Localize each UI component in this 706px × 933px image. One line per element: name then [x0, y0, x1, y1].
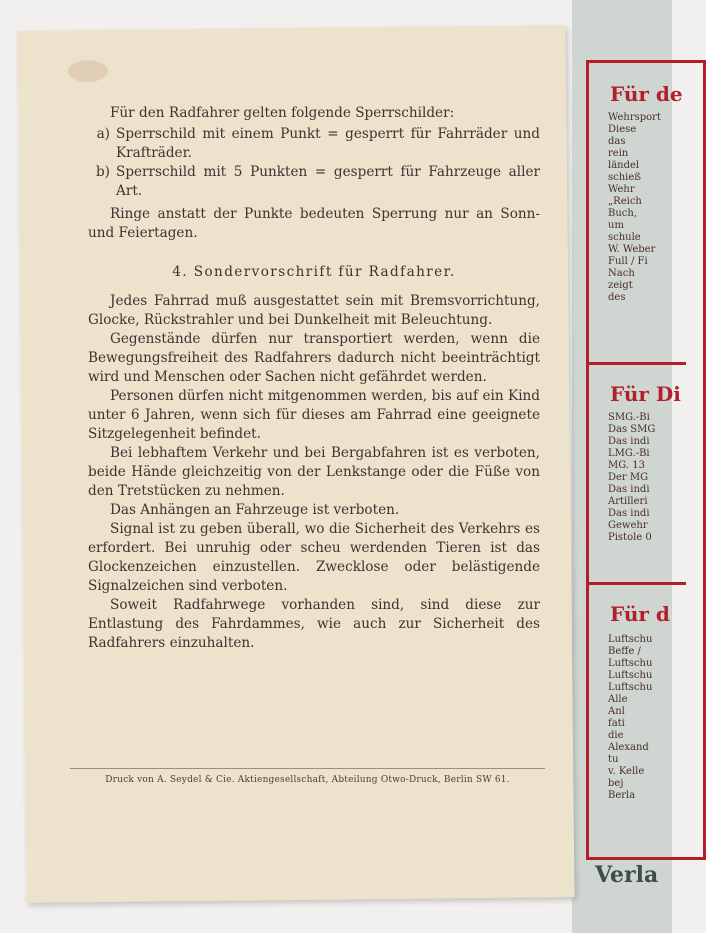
list-item — [88, 125, 540, 163]
right-section-line: Anl — [608, 706, 625, 717]
paragraph: Gegenstände dürfen nur transportiert werden, wenn die Bewegungsfreiheit des Radfahrers dadurch nicht beeinträchtigt wird und Menschen oder Sachen nicht gefährdet werden. — [88, 331, 540, 385]
right-section-line: ländel — [608, 160, 640, 171]
list-label: a) — [96, 126, 110, 142]
right-section-line: Luftschu — [608, 634, 653, 645]
right-section-title: Für Di — [610, 382, 681, 406]
right-section-line: Nach — [608, 268, 635, 279]
section-heading: 4. Sondervorschrift für Radfahrer. — [172, 264, 456, 280]
right-section-line: v. Kelle — [608, 766, 645, 777]
paragraph: Signal ist zu geben überall, wo die Sicherheit des Verkehrs es erfordert. Bei unruhig oder scheu werdenden Tieren ist das Glockenzeichen einzustellen. Zwecklose oder belästigende Signalzeichen sind verboten. — [88, 521, 540, 594]
right-section-line: Wehrsport — [608, 112, 661, 123]
right-section-lines — [608, 412, 672, 544]
right-section-line: Luftschu — [608, 682, 653, 693]
right-section-line: Der MG — [608, 472, 649, 483]
right-section-line: LMG.-Bi — [608, 448, 650, 459]
right-section-line: Buch, — [608, 208, 638, 219]
right-section-line: Das SMG — [608, 424, 656, 435]
right-section-line: die — [608, 730, 624, 741]
right-section-line: zeigt — [608, 280, 633, 291]
paragraph: Soweit Radfahrwege vorhanden sind, sind diese zur Entlastung des Fahrdammes, wie auch zur Sicherheit des Radfahrers einzuhalten. — [88, 597, 540, 651]
section-divider — [586, 582, 686, 585]
list-text: Sperrschild mit einem Punkt = gesperrt für Fahrräder und Krafträder. — [116, 126, 540, 161]
right-section-line: um — [608, 220, 624, 231]
right-section-line: Wehr — [608, 184, 635, 195]
right-section-line: bej — [608, 778, 624, 789]
right-section-line: Full / Fi — [608, 256, 648, 267]
right-section-line: Berla — [608, 790, 636, 801]
right-section-lines — [608, 634, 672, 802]
right-section-line: Das indi — [608, 436, 650, 447]
right-section-line: tu — [608, 754, 619, 765]
right-section-line: fati — [608, 718, 625, 729]
right-section-line: MG. 13 — [608, 460, 645, 471]
paragraph: Jedes Fahrrad muß ausgestattet sein mit Bremsvorrichtung, Glocke, Rückstrahler und bei Dunkelheit mit Beleuchtung. — [88, 293, 540, 328]
right-section-title: Für de — [610, 82, 683, 106]
right-section-line: Gewehr — [608, 520, 648, 531]
right-section-line: Das indi — [608, 484, 650, 495]
right-section-line: das — [608, 136, 626, 147]
right-section-line: des — [608, 292, 626, 303]
right-section-line: Das indi — [608, 508, 650, 519]
right-section-line: Luftschu — [608, 670, 653, 681]
printer-imprint: Druck von A. Seydel & Cie. Aktiengesellschaft, Abteilung Otwo-Druck, Berlin SW 61. — [70, 768, 545, 785]
section-divider — [586, 362, 686, 365]
paragraph: Bei lebhaftem Verkehr und bei Bergabfahren ist es verboten, beide Hände gleichzeitig von der Lenkstange oder die Füße von den Tretstücken zu nehmen. — [88, 445, 540, 499]
right-section-line: Beffe / — [608, 646, 641, 657]
sign-list — [88, 125, 540, 201]
paper-stain — [68, 60, 108, 82]
left-page-text — [88, 104, 540, 653]
right-section-line: W. Weber — [608, 244, 656, 255]
right-section-line: „Reich — [608, 196, 642, 207]
right-section-line: Alle — [608, 694, 628, 705]
right-section-line: SMG.-Bi — [608, 412, 650, 423]
paragraph: Personen dürfen nicht mitgenommen werden, bis auf ein Kind unter 6 Jahren, wenn sich für dieses am Fahrrad eine geeignete Sitzgelegenheit befindet. — [88, 388, 540, 442]
rings-note: Ringe anstatt der Punkte bedeuten Sperrung nur an Sonn- und Feiertagen. — [88, 206, 540, 241]
right-section-line: schule — [608, 232, 641, 243]
right-section-line: Diese — [608, 124, 637, 135]
list-text: Sperrschild mit 5 Punkten = gesperrt für Fahrzeuge aller Art. — [116, 164, 540, 199]
intro-line: Für den Radfahrer gelten folgende Sperrschilder: — [110, 105, 455, 121]
right-section-line: Artilleri — [608, 496, 648, 507]
right-section-line: schieß — [608, 172, 641, 183]
right-section-line: rein — [608, 148, 629, 159]
publisher-label: Verla — [595, 862, 659, 888]
list-label: b) — [95, 164, 110, 180]
right-section-title: Für d — [610, 602, 670, 626]
right-section-line: Alexand — [608, 742, 649, 753]
paragraph: Das Anhängen an Fahrzeuge ist verboten. — [110, 502, 400, 518]
list-item — [88, 163, 540, 201]
right-section-line: Pistole 0 — [608, 532, 652, 543]
right-section-line: Luftschu — [608, 658, 653, 669]
right-section-lines — [608, 112, 672, 304]
